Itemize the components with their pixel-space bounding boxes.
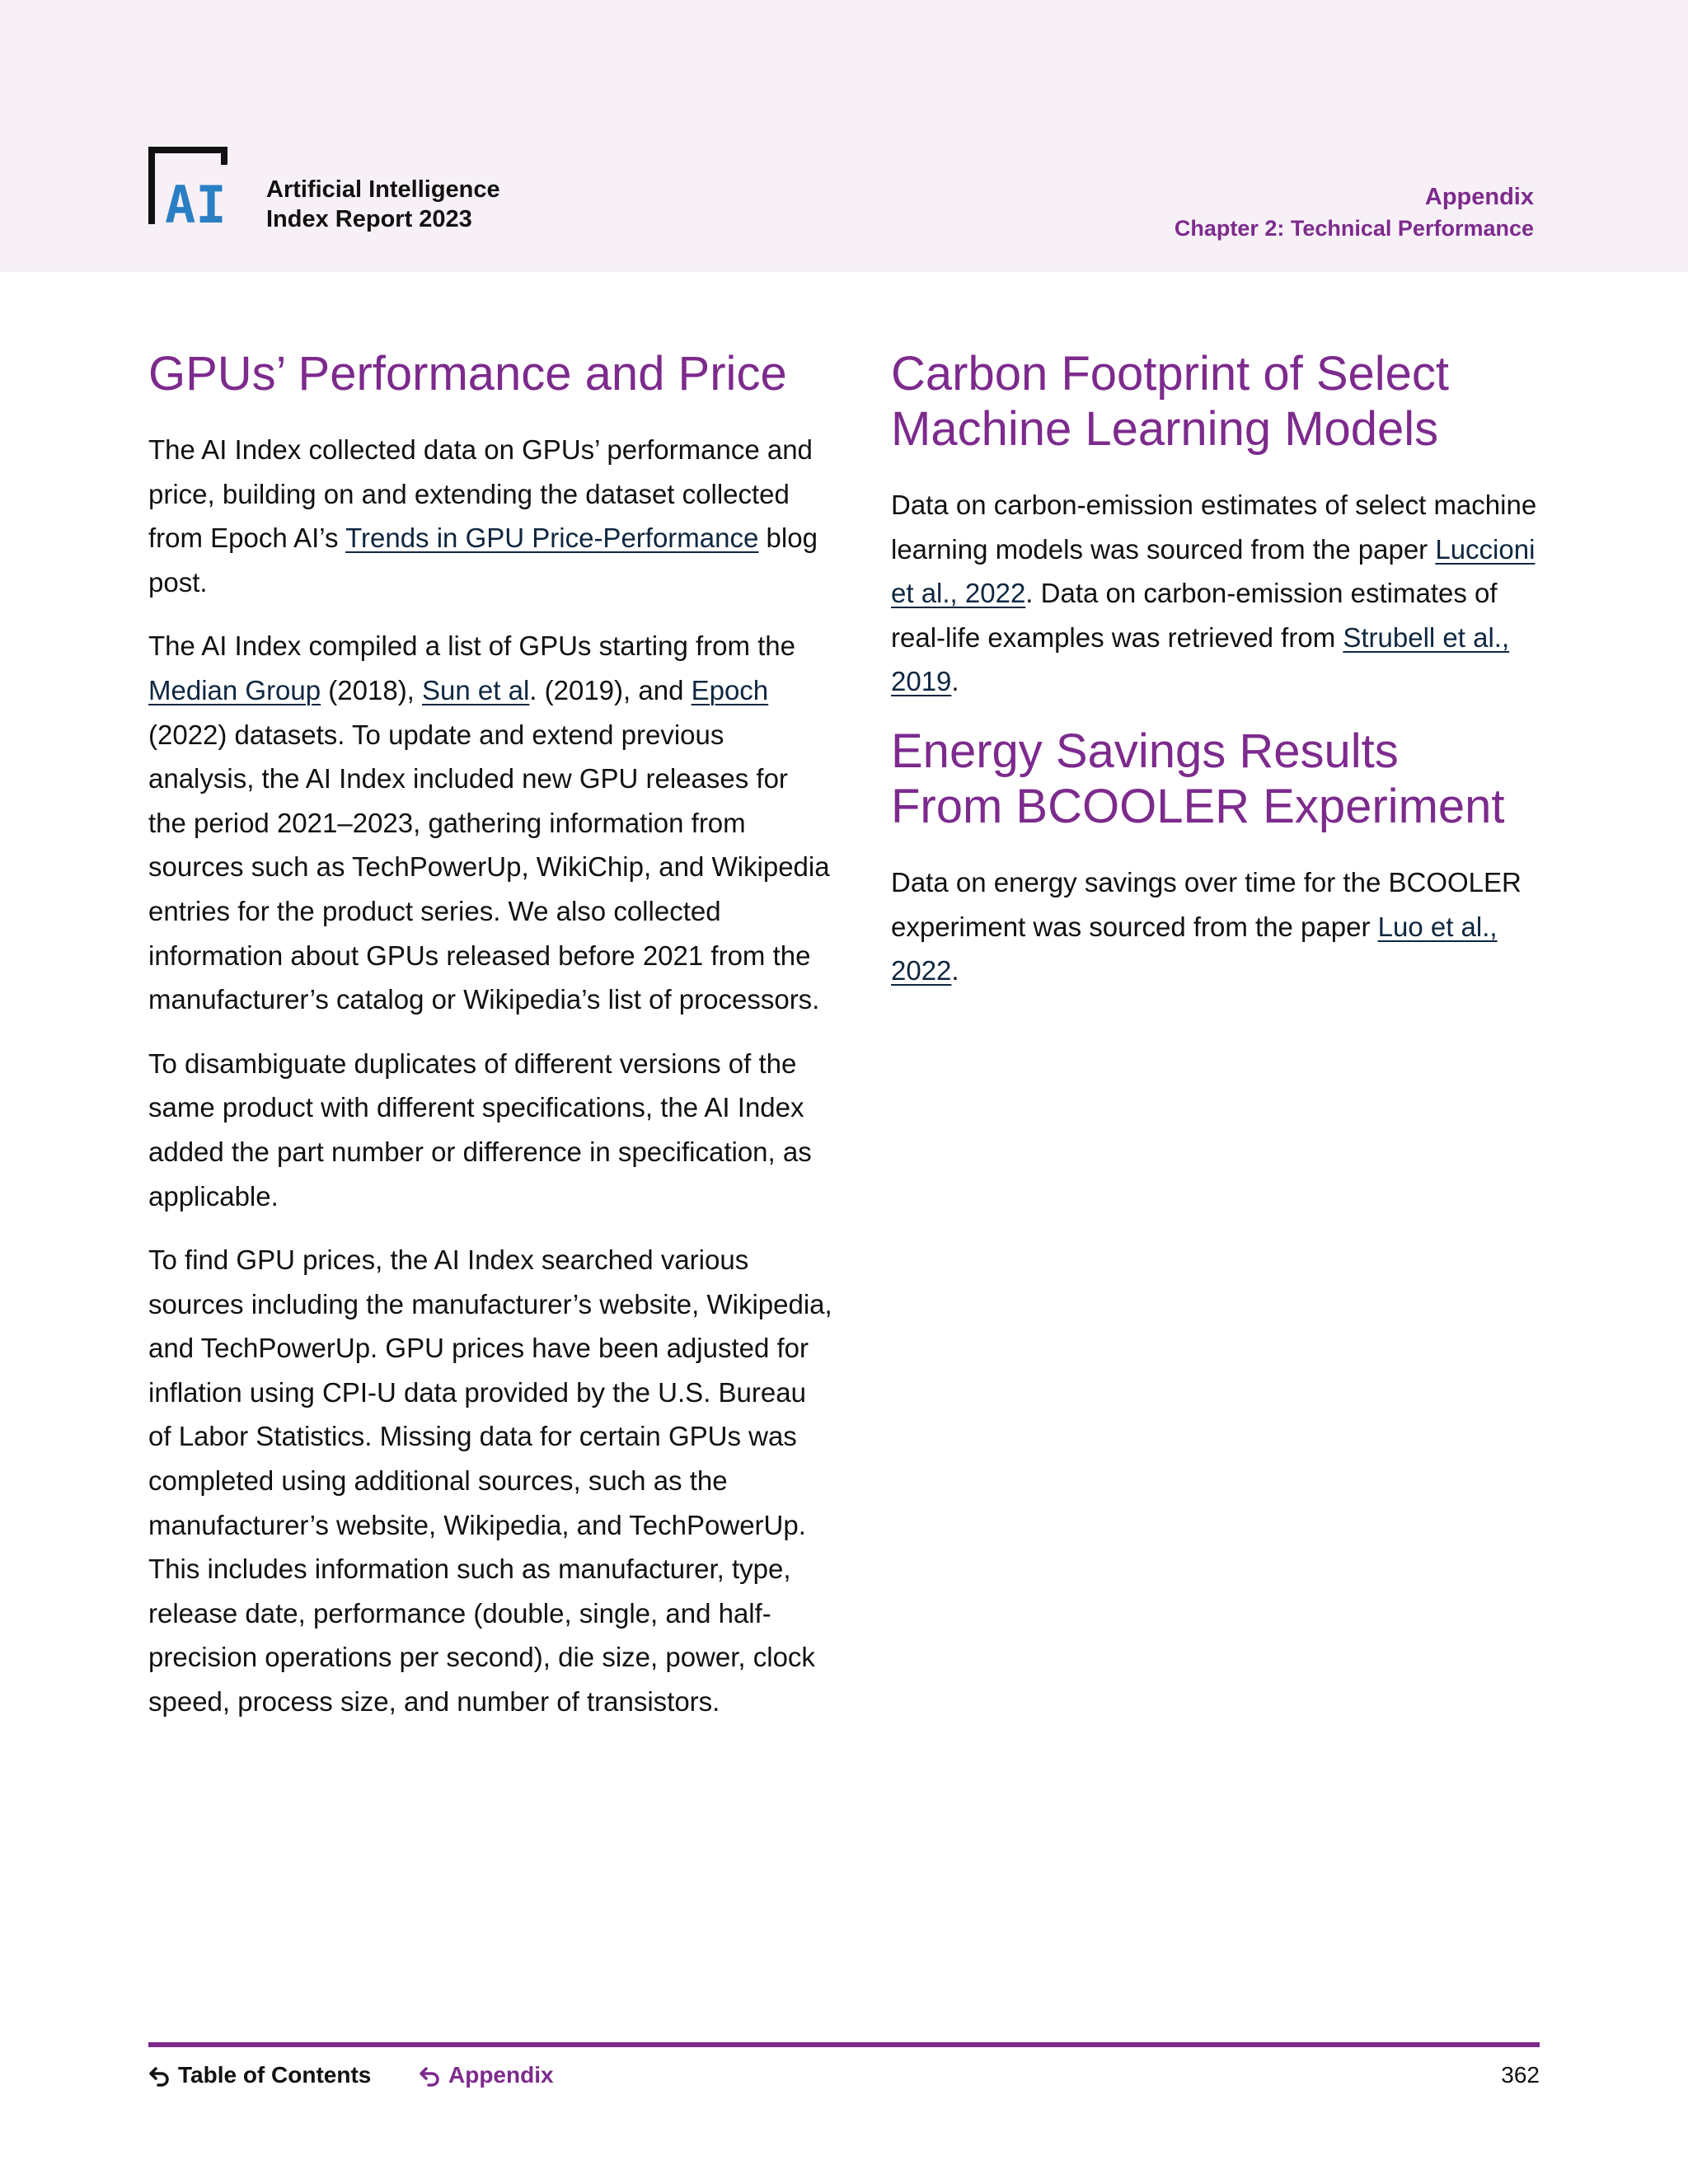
gpu-paragraph-4: To find GPU prices, the AI Index searched various sources including the manufacturer’s website, Wikipedia, and TechPowerUp. GPU prices have been adjusted for inflation using CPI-U data provided by the U.S. Bureau of Labor Statistics. Missing data for certain GPUs was completed using additional sources, such as the manufacturer’s website, Wikipedia, and TechPowerUp. This includes information such as manufacturer, type, release date, performance (double, single, and half-precision operations per second), die size, power, clock speed, process size, and number of transistors.: [148, 1244, 832, 1718]
page-number: 362: [1501, 2062, 1540, 2088]
appendix-footer-label: Appendix: [448, 2062, 554, 2088]
footer-divider: [148, 2042, 1540, 2047]
text: The AI Index collected data on GPUs’ performance and price, building on and extending the dataset collected from Epoch AI’s: [148, 434, 813, 554]
report-title: [266, 175, 500, 234]
text: .: [951, 666, 959, 697]
trends-gpu-link[interactable]: Trends in GPU Price-Performance: [345, 523, 759, 554]
text: . Data on carbon-emission estimates of real-life examples was retrieved from: [891, 578, 1498, 653]
text: The AI Index compiled a list of GPUs starting from the: [148, 630, 796, 662]
heading-line: Carbon Footprint of Select: [891, 347, 1450, 401]
text: (2022) datasets. To update and extend previous analysis, the AI Index included new GPU releases for the period 2021–2023, gathering information from sources such as TechPowerUp, WikiChip, and Wikipedia entries for the product series. We also collected information about GPUs released before 2021 from the manufacturer’s catalog or Wikipedia’s list of processors.: [148, 719, 830, 1015]
text: blog post.: [148, 523, 818, 598]
toc-label: Table of Contents: [178, 2062, 372, 2088]
strubell-link[interactable]: Strubell et al., 2019: [891, 621, 1510, 697]
carbon-paragraph: [891, 483, 1550, 704]
gpu-section-heading: GPUs’ Performance and Price: [148, 347, 787, 401]
report-title-line1: Artificial Intelligence: [266, 176, 500, 203]
epoch-link[interactable]: Epoch: [691, 674, 769, 705]
gpu-paragraph-3: To disambiguate duplicates of different versions of the same product with different specifications, the AI Index added the part number or difference in specification, as applicable.: [148, 1047, 812, 1212]
text: Data on energy savings over time for the BCOOLER experiment was sourced from the paper: [891, 866, 1522, 942]
return-arrow-icon: [419, 2064, 442, 2087]
sun-et-al-link[interactable]: Sun et al: [422, 674, 530, 705]
luccioni-link[interactable]: Luccioni et al., 2022: [891, 533, 1536, 609]
gpu-paragraph-1: [148, 428, 832, 604]
heading-line: Machine Learning Models: [891, 402, 1439, 456]
ai-index-logo: [148, 147, 241, 227]
heading-line: From BCOOLER Experiment: [891, 779, 1505, 833]
median-group-link[interactable]: Median Group: [148, 674, 321, 705]
gpu-paragraph-2: [148, 624, 832, 1021]
section-label: Appendix: [1424, 184, 1534, 210]
table-of-contents-link[interactable]: [148, 2060, 371, 2090]
text: Data on carbon-emission estimates of select machine learning models was sourced from the paper: [891, 490, 1537, 565]
carbon-section-heading: [891, 346, 1550, 457]
logo-letters: AI: [165, 175, 227, 227]
report-title-line2: Index Report 2023: [266, 206, 472, 232]
text: .: [951, 955, 959, 987]
luo-link[interactable]: Luo et al., 2022: [891, 911, 1498, 987]
heading-line: Energy Savings Results: [891, 724, 1399, 778]
right-column: [891, 346, 1550, 1013]
text: (2018),: [321, 674, 423, 705]
return-arrow-icon: [148, 2064, 171, 2087]
page-header: [0, 0, 1688, 272]
header-section-info: [1175, 181, 1534, 244]
energy-section: [891, 724, 1550, 993]
energy-section-heading: [891, 724, 1550, 834]
carbon-section: [891, 346, 1550, 704]
chapter-label: Chapter 2: Technical Performance: [1174, 216, 1534, 241]
energy-paragraph: [891, 860, 1550, 993]
left-column: [148, 346, 832, 1744]
appendix-link[interactable]: [419, 2060, 554, 2090]
text: . (2019), and: [529, 674, 692, 705]
